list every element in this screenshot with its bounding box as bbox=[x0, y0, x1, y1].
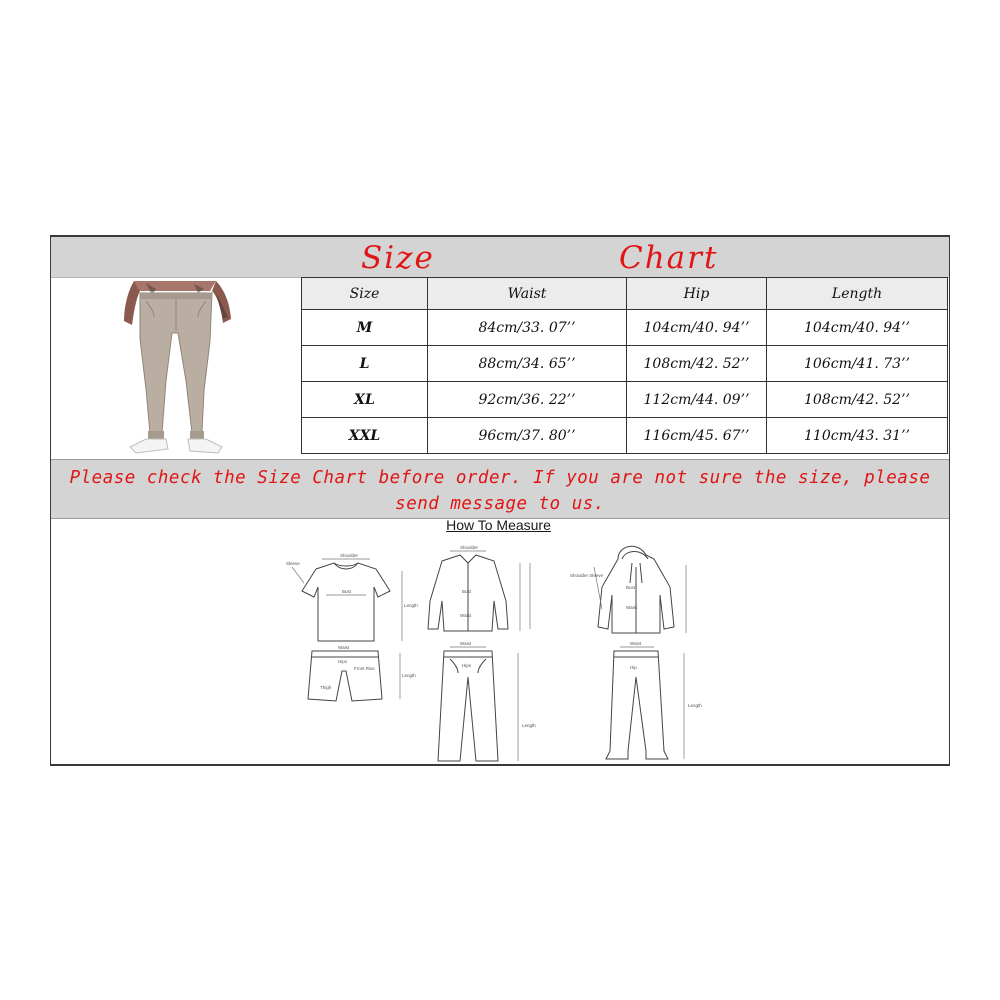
label-hips-trousers: Hips bbox=[462, 663, 472, 668]
label-bust: Bust bbox=[342, 589, 352, 594]
title-word-size: Size bbox=[361, 240, 435, 276]
table-header-row bbox=[302, 278, 948, 310]
label-shoulder: Shoulder bbox=[340, 553, 359, 558]
length-cell: 110cm/43. 31’’ bbox=[767, 418, 948, 454]
how-to-measure-title: How To Measure bbox=[446, 517, 551, 533]
column-header-length: Length bbox=[767, 278, 948, 310]
label-length-shorts: Length bbox=[402, 673, 416, 678]
waist-cell: 88cm/34. 65’’ bbox=[428, 346, 627, 382]
hip-cell: 116cm/45. 67’’ bbox=[627, 418, 767, 454]
joggers-outline-icon bbox=[606, 651, 668, 759]
notice-band bbox=[51, 459, 949, 519]
table-row bbox=[302, 382, 948, 418]
khaki-pants bbox=[140, 293, 212, 439]
length-cell: 106cm/41. 73’’ bbox=[767, 346, 948, 382]
length-cell: 108cm/42. 52’’ bbox=[767, 382, 948, 418]
size-cell: XXL bbox=[302, 418, 428, 454]
column-header-waist: Waist bbox=[428, 278, 627, 310]
measurement-diagrams bbox=[266, 537, 731, 762]
title-band bbox=[51, 237, 949, 278]
hip-cell: 112cm/44. 09’’ bbox=[627, 382, 767, 418]
size-table bbox=[301, 277, 948, 454]
how-to-measure-section bbox=[266, 517, 731, 762]
tshirt-outline-icon bbox=[302, 563, 390, 641]
label-hip-joggers: Hip bbox=[630, 665, 637, 670]
label-shoulder-sleeve: Shoulder Sleeve bbox=[570, 573, 604, 578]
size-notice: Please check the Size Chart before order. If you are not sure the size, please send message to us. bbox=[69, 468, 931, 514]
label-length-joggers: Length bbox=[688, 703, 702, 708]
label-length: Length bbox=[404, 603, 418, 608]
waist-cell: 96cm/37. 80’’ bbox=[428, 418, 627, 454]
label-sleeve: Sleeve bbox=[286, 561, 300, 566]
label-length-trousers: Length bbox=[522, 723, 536, 728]
table-row bbox=[302, 418, 948, 454]
label-waist-shirt: Waist bbox=[460, 613, 472, 618]
size-cell: XL bbox=[302, 382, 428, 418]
label-waist: Waist bbox=[338, 645, 350, 650]
waist-cell: 84cm/33. 07’’ bbox=[428, 310, 627, 346]
table-row bbox=[302, 310, 948, 346]
hip-cell: 108cm/42. 52’’ bbox=[627, 346, 767, 382]
hip-cell: 104cm/40. 94’’ bbox=[627, 310, 767, 346]
label-front-rise: Front Rise bbox=[354, 666, 375, 671]
size-chart bbox=[50, 235, 950, 766]
label-bust-hoodie: Bust bbox=[626, 585, 636, 590]
label-bust-shirt: Bust bbox=[462, 589, 472, 594]
white-sneakers bbox=[130, 439, 222, 453]
column-header-hip: Hip bbox=[627, 278, 767, 310]
table-row bbox=[302, 346, 948, 382]
label-waist-hoodie: Waist bbox=[626, 605, 638, 610]
title-word-chart: Chart bbox=[619, 240, 719, 276]
size-cell: M bbox=[302, 310, 428, 346]
label-thigh: Thigh bbox=[320, 685, 332, 690]
label-waist-trousers: Waist bbox=[460, 641, 472, 646]
label-shoulder-shirt: Shoulder bbox=[460, 545, 479, 550]
waist-cell: 92cm/36. 22’’ bbox=[428, 382, 627, 418]
length-cell: 104cm/40. 94’’ bbox=[767, 310, 948, 346]
product-photo bbox=[106, 281, 246, 459]
column-header-size: Size bbox=[302, 278, 428, 310]
label-waist-joggers: Waist bbox=[630, 641, 642, 646]
size-cell: L bbox=[302, 346, 428, 382]
label-hips: Hips bbox=[338, 659, 348, 664]
